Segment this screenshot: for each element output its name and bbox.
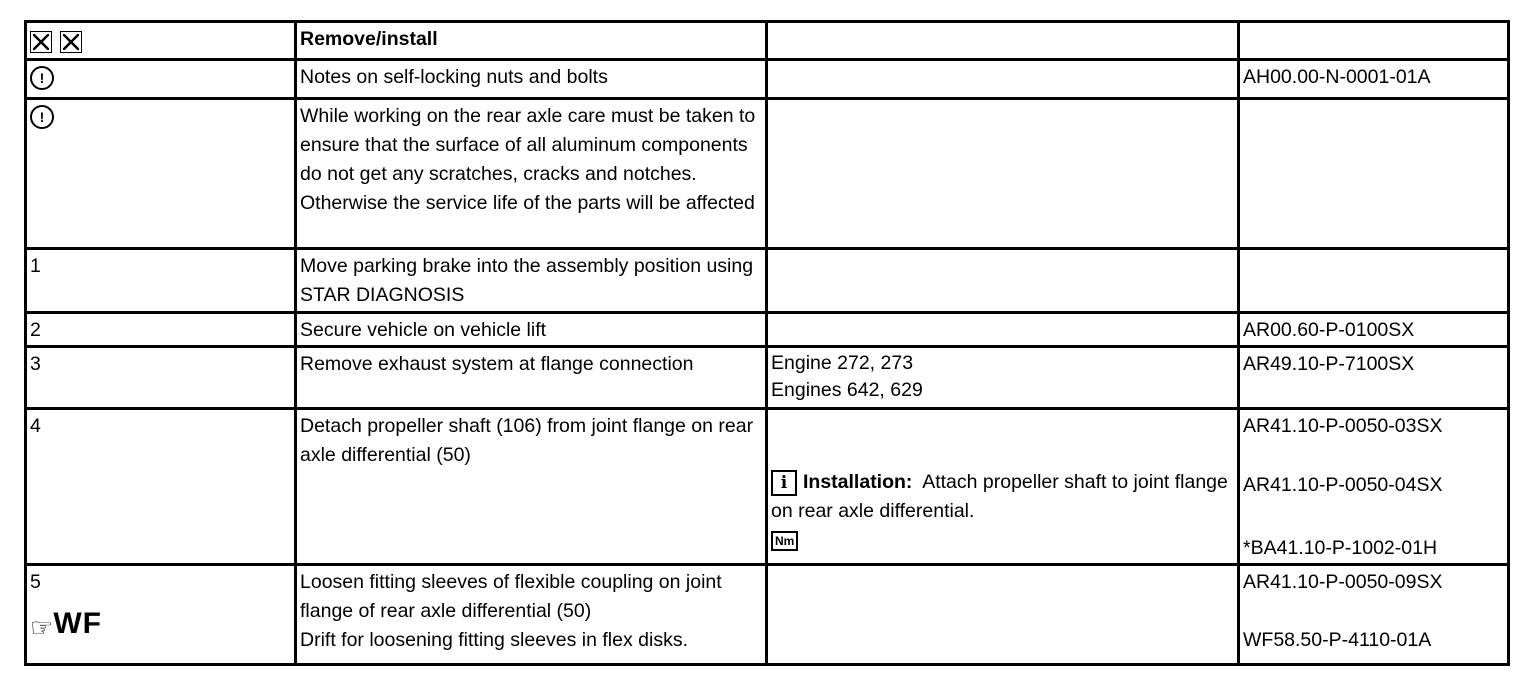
- procedure-table: [24, 20, 1510, 666]
- row-text: While working on the rear axle care must be taken to ensure that the surface of all aluminum components do not get any scratches, cracks and notches. Otherwise the service life of the parts will be affected: [296, 99, 767, 249]
- doc-reference-link[interactable]: AR41.10-P-0050-09SX: [1243, 571, 1443, 593]
- expand-icon[interactable]: [30, 31, 52, 53]
- table-row: [26, 249, 1509, 313]
- table-row: [26, 99, 1509, 249]
- table-header-row: [26, 22, 1509, 60]
- step-number: 5: [30, 571, 41, 593]
- doc-reference-link[interactable]: AR00.60-P-0100SX: [1239, 313, 1509, 347]
- row-text: Remove exhaust system at flange connection: [296, 347, 767, 409]
- tool-icon: ☞: [30, 612, 54, 643]
- table-row: [26, 60, 1509, 99]
- engine-note: Engines 642, 629: [771, 379, 923, 401]
- row-text: Move parking brake into the assembly position using STAR DIAGNOSIS: [296, 249, 767, 313]
- tool-text: Drift for loosening fitting sleeves in flex disks.: [300, 629, 689, 651]
- doc-reference-link[interactable]: WF58.50-P-4110-01A: [1243, 629, 1432, 651]
- table-row: [26, 565, 1509, 665]
- collapse-icon[interactable]: [60, 31, 82, 53]
- engine-note: Engine 272, 273: [771, 352, 914, 374]
- tool-label: WF: [53, 607, 102, 640]
- table-row: [26, 313, 1509, 347]
- installation-note: [771, 468, 1233, 526]
- doc-reference-link[interactable]: AH00.00-N-0001-01A: [1239, 60, 1509, 99]
- header-title: Remove/install: [296, 22, 767, 60]
- row-text: Notes on self-locking nuts and bolts: [296, 60, 767, 99]
- doc-reference-link[interactable]: AR41.10-P-0050-03SX: [1243, 415, 1443, 437]
- step-number: 1: [26, 249, 296, 313]
- icon-cell: [26, 22, 296, 60]
- doc-reference-link[interactable]: AR49.10-P-7100SX: [1239, 347, 1509, 409]
- step-number: 4: [26, 409, 296, 565]
- table-row: [26, 409, 1509, 565]
- installation-label: Installation:: [803, 471, 913, 493]
- doc-reference-link[interactable]: AR41.10-P-0050-04SX: [1243, 474, 1443, 496]
- tool-marker: [30, 609, 290, 642]
- torque-icon[interactable]: Nm: [771, 531, 798, 551]
- note-icon: !: [30, 66, 54, 90]
- installation-text: Attach propeller shaft to joint flange on rear axle differential.: [771, 471, 1228, 522]
- row-text: Secure vehicle on vehicle lift: [296, 313, 767, 347]
- step-number: 3: [26, 347, 296, 409]
- doc-reference-link[interactable]: *BA41.10-P-1002-01H: [1243, 537, 1438, 559]
- row-text: Detach propeller shaft (106) from joint flange on rear axle differential (50): [296, 409, 767, 565]
- row-text: Loosen fitting sleeves of flexible coupling on joint flange of rear axle differential (50): [300, 571, 722, 622]
- note-icon: !: [30, 105, 54, 129]
- step-number: 2: [26, 313, 296, 347]
- table-row: [26, 347, 1509, 409]
- info-icon: i: [771, 470, 797, 496]
